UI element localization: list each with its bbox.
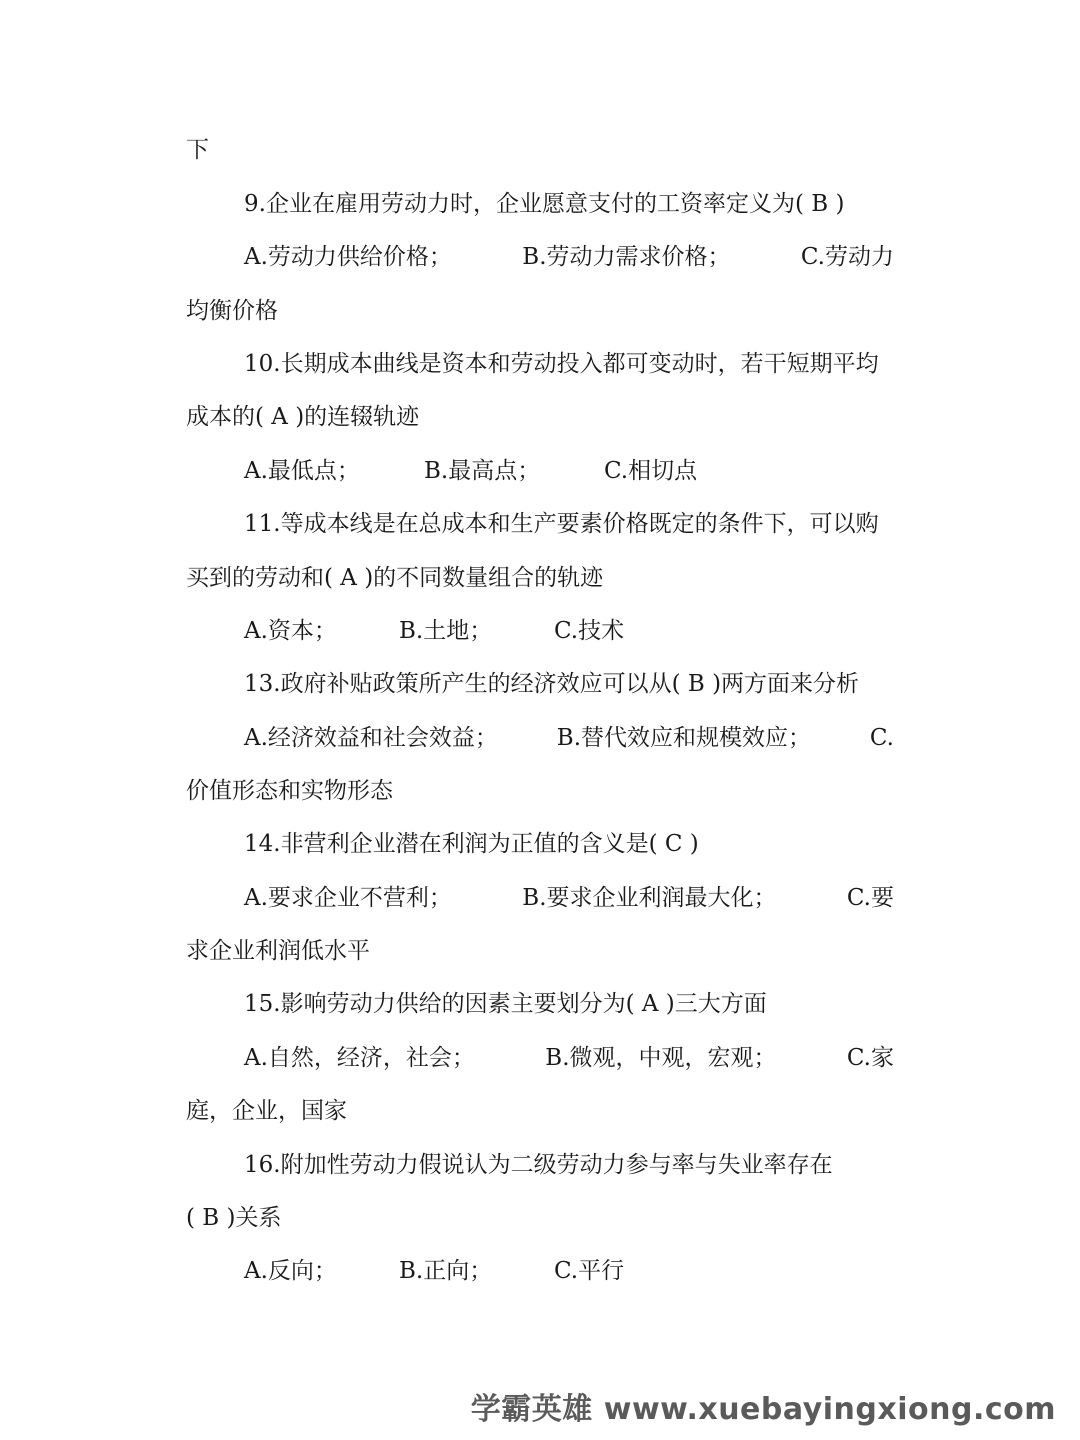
option-b: B.劳动力需求价格； <box>522 244 731 270</box>
option-a: A.自然，经济，社会； <box>244 1045 475 1071</box>
option-a: A.要求企业不营利； <box>244 885 452 911</box>
question-9: 9.企业在雇用劳动力时，企业愿意支付的工资率定义为( B ) <box>244 191 845 217</box>
option-a: A.最低点； <box>244 458 360 484</box>
text-line: 买到的劳动和( A )的不同数量组合的轨迹 <box>186 565 604 591</box>
text-line: 均衡价格 <box>186 298 278 324</box>
option-a: A.反向； <box>244 1258 337 1284</box>
question-13: 13.政府补贴政策所产生的经济效应可以从( B )两方面来分析 <box>244 671 860 697</box>
text-line: 庭，企业，国家 <box>186 1098 347 1124</box>
option-b: B.微观，中观，宏观； <box>545 1045 777 1071</box>
question-10: 10.长期成本曲线是资本和劳动投入都可变动时，若干短期平均 <box>244 351 879 377</box>
question-11-options <box>244 615 894 647</box>
option-c: C.相切点 <box>604 458 698 484</box>
question-9-options <box>244 241 894 273</box>
text-line: 求企业利润低水平 <box>186 938 370 964</box>
option-c: C.家 <box>846 1045 894 1071</box>
question-11: 11.等成本线是在总成本和生产要素价格既定的条件下，可以购 <box>244 511 879 537</box>
question-14-options <box>244 882 894 914</box>
question-13-options <box>244 722 894 754</box>
option-a: A.资本； <box>244 618 337 644</box>
text-line: 成本的( A )的连辍轨迹 <box>186 404 420 430</box>
text-line: 价值形态和实物形态 <box>186 778 393 804</box>
option-c: C.平行 <box>554 1258 625 1284</box>
question-15-options <box>244 1042 894 1074</box>
option-b: B.要求企业利润最大化； <box>522 885 777 911</box>
option-a: A.劳动力供给价格； <box>244 244 452 270</box>
question-10-options <box>244 455 894 487</box>
question-14: 14.非营利企业潜在利润为正值的含义是( C ) <box>244 831 699 857</box>
option-b: B.最高点； <box>424 458 541 484</box>
option-c: C.要 <box>846 885 894 911</box>
option-c: C.技术 <box>554 618 625 644</box>
question-16: 16.附加性劳动力假说认为二级劳动力参与率与失业率存在 <box>244 1152 833 1178</box>
option-b: B.土地； <box>399 618 493 644</box>
option-c: C.劳动力 <box>800 244 894 270</box>
option-b: B.正向； <box>399 1258 493 1284</box>
question-15: 15.影响劳动力供给的因素主要划分为( A )三大方面 <box>244 991 767 1017</box>
option-a: A.经济效益和社会效益； <box>244 725 498 751</box>
question-16-options <box>244 1255 894 1287</box>
option-c: C. <box>869 725 894 751</box>
text-line: 下 <box>186 137 209 163</box>
option-b: B.替代效应和规模效应； <box>556 725 812 751</box>
text-line: ( B )关系 <box>186 1205 282 1231</box>
site-watermark: 学霸英雄 www.xuebayingxiong.com <box>470 1392 1056 1427</box>
